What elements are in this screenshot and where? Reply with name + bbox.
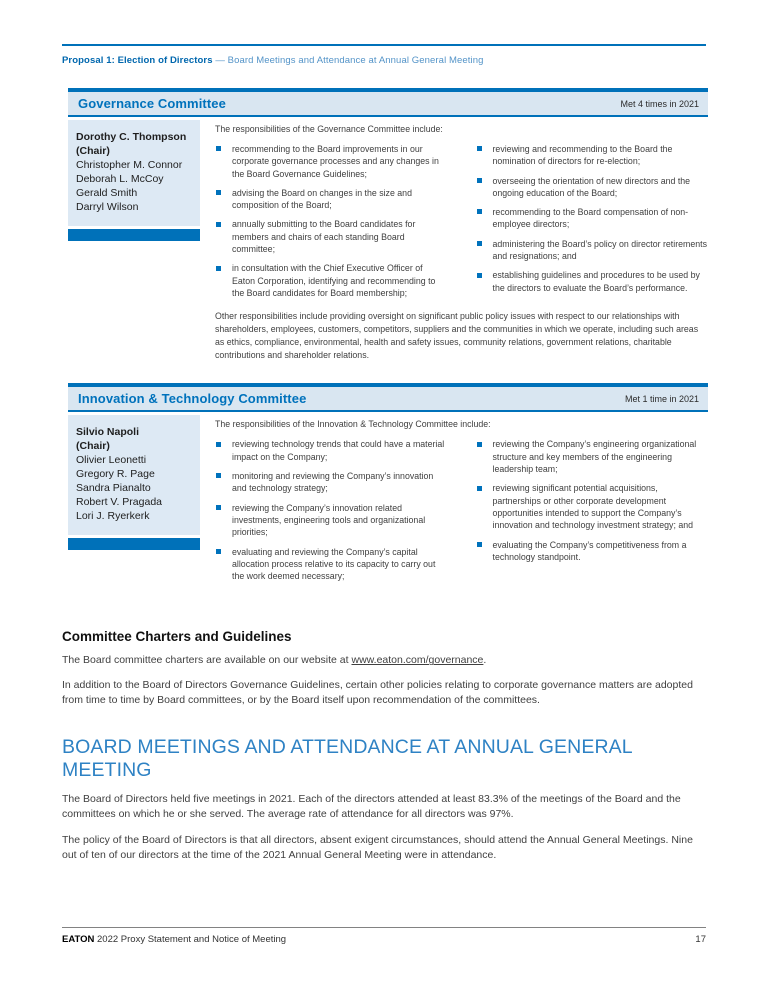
responsibilities-left-column xyxy=(215,438,448,589)
bullet-square-icon xyxy=(477,241,482,246)
eaton-brand: EATON xyxy=(62,934,95,945)
charters-paragraph-2: In addition to the Board of Directors Governance Guidelines, certain other policies relating to corporate governance matters are adopted from time to time by Board committees, or by the Board itself upon recommendation of the committees. xyxy=(62,678,693,707)
responsibility-item: reviewing the Company’s innovation related investments, engineering tools and organizational priorities; xyxy=(215,502,448,539)
responsibility-item: reviewing significant potential acquisitions, partnerships or other corporate development opportunities intended to support the Company’s innovation and technology investment strategy; and xyxy=(476,482,709,531)
responsibility-item: reviewing the Company’s engineering organizational structure and key members of the engineering leadership team; xyxy=(476,438,709,475)
responsibility-item: recommending to the Board improvements in our corporate governance processes and any changes in the Board Governance Guidelines; xyxy=(215,143,448,180)
board-meetings-paragraph-2: The policy of the Board of Directors is that all directors, absent exigent circumstances, should attend the Annual General Meetings. Nine out of ten of our directors at the time of the 2021 Annual General Meeting were in attendance. xyxy=(62,833,693,862)
committee-header xyxy=(68,383,708,412)
committee-member-name: Darryl Wilson xyxy=(76,201,139,213)
panel-accent-bar xyxy=(68,538,200,550)
responsibility-item: overseeing the orientation of new directors and the ongoing education of the Board; xyxy=(476,175,709,200)
bullet-square-icon xyxy=(477,542,482,547)
bullet-square-icon xyxy=(216,146,221,151)
bullet-square-icon xyxy=(216,222,221,227)
committee-meeting-count: Met 4 times in 2021 xyxy=(620,98,699,109)
bullet-square-icon xyxy=(477,178,482,183)
bullet-square-icon xyxy=(216,473,221,478)
responsibility-item: advising the Board on changes in the size and composition of the Board; xyxy=(215,187,448,212)
responsibilities-left-column xyxy=(215,143,448,306)
breadcrumb-section: — Board Meetings and Attendance at Annual General Meeting xyxy=(212,55,484,66)
committee-charters-section xyxy=(62,629,706,709)
bullet-square-icon xyxy=(477,146,482,151)
top-rule xyxy=(62,44,706,46)
committee-chair-name: Dorothy C. Thompson xyxy=(76,131,187,143)
responsibilities-intro: The responsibilities of the Innovation & Technology Committee include: xyxy=(215,419,491,430)
panel-accent-bar xyxy=(68,229,200,241)
responsibilities-right-column xyxy=(476,438,709,589)
committee-meeting-count: Met 1 time in 2021 xyxy=(624,393,699,404)
committee-member-name: Sandra Pianalto xyxy=(76,482,151,495)
chair-label: (Chair) xyxy=(76,440,110,453)
bullet-square-icon xyxy=(216,505,221,510)
responsibility-item: evaluating and reviewing the Company’s capital allocation process relative to its capacity to carry out the work deemed necessary; xyxy=(215,546,448,583)
board-meetings-section xyxy=(62,736,706,864)
breadcrumb-proposal: Proposal 1: Election of Directors xyxy=(62,55,213,66)
bullet-square-icon xyxy=(477,273,482,278)
committee-title: Innovation & Technology Committee xyxy=(78,391,307,407)
committee-header xyxy=(68,88,708,117)
committee-member-name: Lori J. Ryerkerk xyxy=(76,510,150,523)
responsibility-item: recommending to the Board compensation of non-employee directors; xyxy=(476,206,709,231)
other-responsibilities-paragraph: Other responsibilities include providing oversight on significant public policy issues with respect to our relationships with shareholders, employees, customers, competitors, suppliers and the communities in which we operate, including such areas as ethics, compliance, environmental, health and safety issues, community relations, government relations, charitable contributions and shareholder relations. xyxy=(215,311,699,360)
bullet-square-icon xyxy=(216,190,221,195)
breadcrumb xyxy=(62,55,706,66)
responsibility-item: evaluating the Company’s competitiveness from a technology standpoint. xyxy=(476,539,709,564)
responsibilities-right-column xyxy=(476,143,709,306)
responsibility-item: monitoring and reviewing the Company’s innovation and technology strategy; xyxy=(215,470,448,495)
committee-responsibilities xyxy=(215,120,708,361)
responsibilities-intro: The responsibilities of the Governance Committee include: xyxy=(215,124,443,134)
board-meetings-paragraph-1: The Board of Directors held five meetings in 2021. Each of the directors attended at least 83.3% of the meetings of the Board and the committees on which he or she served. The average rate of attendance for all directors was 97%. xyxy=(62,792,681,821)
charters-paragraph-1: The Board committee charters are available on our website at www.eaton.com/governance. xyxy=(62,654,487,667)
bullet-square-icon xyxy=(477,442,482,447)
chair-label: (Chair) xyxy=(76,145,110,157)
responsibility-item: in consultation with the Chief Executive Officer of Eaton Corporation, identifying and recommending to the Board candidates for Board membership; xyxy=(215,262,448,299)
committee-members-panel xyxy=(68,120,200,361)
committee-member-name: Robert V. Pragada xyxy=(76,496,163,509)
responsibility-item: establishing guidelines and procedures to be used by the directors to evaluate the Board’s performance. xyxy=(476,269,709,294)
bullet-square-icon xyxy=(216,266,221,271)
responsibility-item: reviewing technology trends that could have a material impact on the Company; xyxy=(215,438,448,463)
committee-member-name: Olivier Leonetti xyxy=(76,454,147,467)
committee-member-name: Christopher M. Connor xyxy=(76,159,183,171)
bullet-square-icon xyxy=(216,442,221,447)
committee-members-panel xyxy=(68,415,200,589)
page-footer xyxy=(62,927,706,945)
governance-committee-section xyxy=(68,88,708,361)
committee-member-name: Gregory R. Page xyxy=(76,468,155,481)
bullet-square-icon xyxy=(216,549,221,554)
board-meetings-heading: BOARD MEETINGS AND ATTENDANCE AT ANNUAL GENERAL MEETING xyxy=(62,735,632,781)
charters-heading: Committee Charters and Guidelines xyxy=(62,629,292,645)
responsibility-item: administering the Board’s policy on director retirements and resignations; and xyxy=(476,238,709,263)
committee-member-name: Deborah L. McCoy xyxy=(76,173,164,185)
responsibility-item: annually submitting to the Board candidates for members and chairs of each standing Board committee; xyxy=(215,218,448,255)
bullet-square-icon xyxy=(477,209,482,214)
responsibility-item: reviewing and recommending to the Board the nomination of directors for re-election; xyxy=(476,143,709,168)
page-number: 17 xyxy=(695,934,706,945)
innovation-technology-committee-section xyxy=(68,383,708,589)
committee-title: Governance Committee xyxy=(78,96,226,111)
committee-member-name: Gerald Smith xyxy=(76,187,138,199)
committee-responsibilities xyxy=(215,415,708,589)
bullet-square-icon xyxy=(477,486,482,491)
governance-website-link[interactable]: www.eaton.com/governance xyxy=(351,654,484,667)
committee-chair-name: Silvio Napoli xyxy=(76,426,140,439)
footer-title: EATON 2022 Proxy Statement and Notice of Meeting xyxy=(62,934,287,945)
